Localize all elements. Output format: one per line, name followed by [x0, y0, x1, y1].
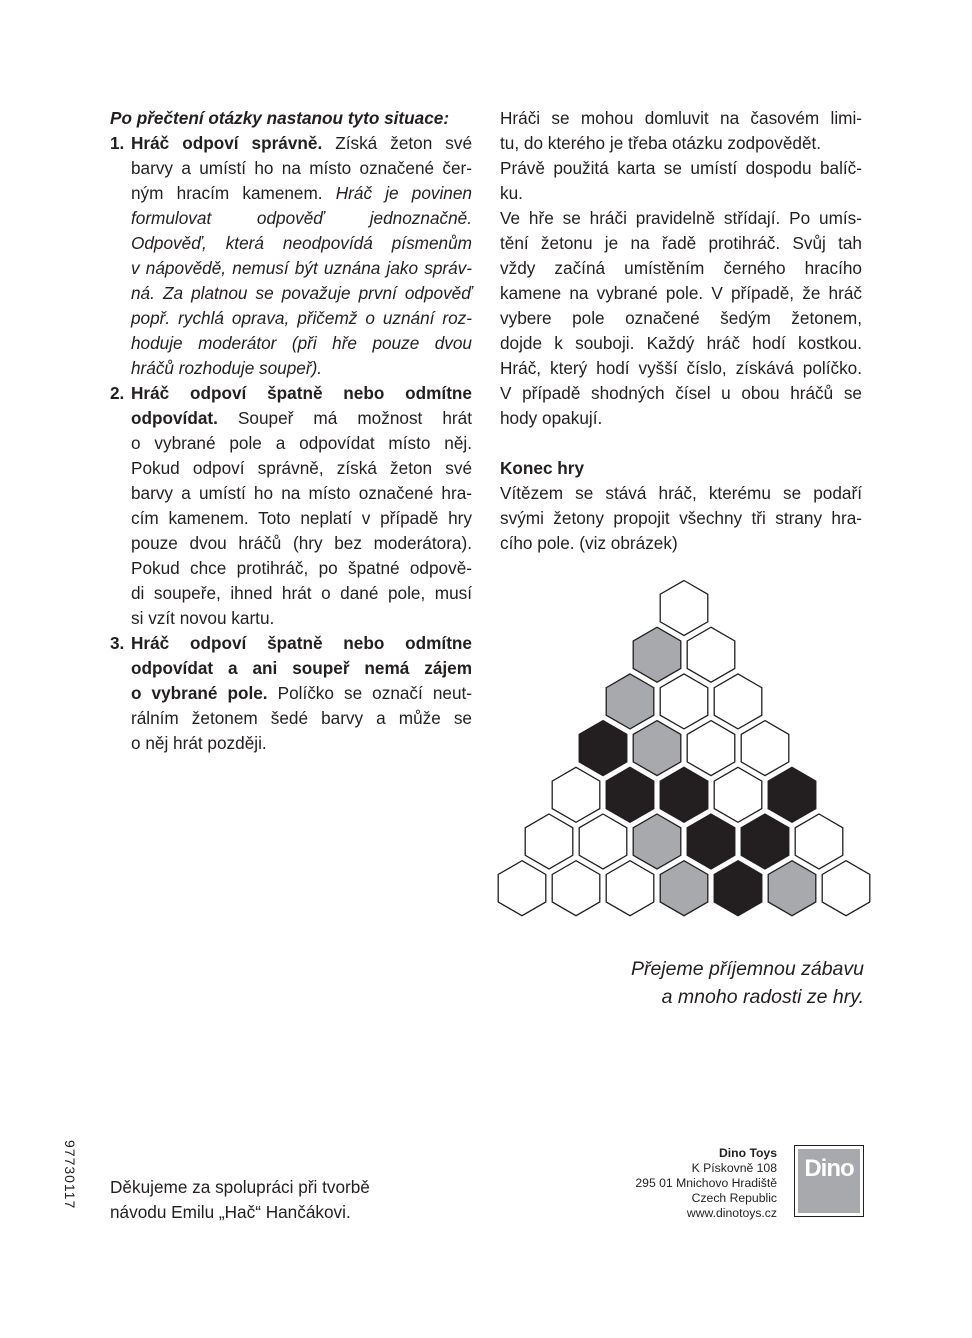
text: Ve hře se hráči pravidelně střídají. Po umís- [500, 208, 862, 228]
text: di soupeře, ihned hrát o dané pole, musí [131, 583, 472, 603]
city: 295 01 Mnichovo Hradiště [635, 1176, 777, 1190]
text-line [500, 281, 862, 306]
text: vybere pole označené šedým žetonem, [500, 308, 862, 328]
text: hody opakují. [500, 408, 603, 428]
text-line [110, 206, 472, 231]
italic-text: popř. rychlá oprava, přičemž o uznání roz- [131, 308, 472, 328]
text: ným hracím kamenem. [131, 183, 336, 203]
empty-hex [741, 721, 789, 776]
text-line [500, 206, 862, 231]
text: Získá žeton své [322, 133, 473, 153]
text-line [110, 456, 472, 481]
text-line [110, 731, 472, 756]
bold-text: Hráč odpoví špatně nebo odmítne [131, 633, 472, 653]
bold-text: Hráč odpoví správně. [131, 133, 323, 153]
black-stone-hex [579, 721, 627, 776]
text-line [110, 131, 472, 156]
text-line [500, 106, 862, 131]
empty-hex [714, 674, 762, 729]
text-line [110, 481, 472, 506]
blank-line [500, 431, 862, 456]
text: Pokud chce protihráč, po špatné odpově- [131, 558, 472, 578]
empty-hex [714, 767, 762, 822]
italic-text: ná. Za platnou se považuje první odpověď [131, 283, 472, 303]
website: www.dinotoys.cz [686, 1206, 777, 1220]
text: barvy a umístí ho na místo označené čer- [131, 158, 472, 178]
text: tu, do kterého je třeba otázku zodpovědět. [500, 133, 822, 153]
item-number: 1. [110, 133, 125, 153]
text: svými žetony propojit všechny tři strany hra- [500, 508, 862, 528]
text: pouze dvou hráčů (hry bez moderátora). [131, 533, 472, 553]
italic-text: v nápovědě, nemusí být uznána jako správ- [131, 258, 472, 278]
closing-wish [631, 955, 864, 1011]
text-line [500, 306, 862, 331]
logo-text: Dino [804, 1155, 854, 1182]
text-line [500, 231, 862, 256]
text-line [500, 331, 862, 356]
text-line [500, 131, 862, 156]
empty-hex [660, 581, 708, 636]
dino-logo [794, 1145, 864, 1217]
text-line [500, 256, 862, 281]
left-column [110, 106, 472, 756]
bold-text: o vybrané pole. [131, 683, 268, 703]
black-stone-hex [687, 814, 735, 869]
text-line [110, 306, 472, 331]
thanks-line-2: návodu Emilu „Hač“ Hančákovi. [110, 1202, 351, 1222]
text: Hráč, který hodí vyšší číslo, získává políčko. [500, 358, 862, 378]
country: Czech Republic [691, 1191, 777, 1205]
gray-token-hex [633, 627, 681, 682]
black-stone-hex [741, 814, 789, 869]
italic-text: formulovat odpověď jednoznačně. [131, 208, 472, 228]
empty-hex [687, 627, 735, 682]
company-address [635, 1146, 777, 1221]
text-line [500, 181, 862, 206]
item-number: 2. [110, 383, 125, 403]
gray-token-hex [633, 721, 681, 776]
list-item [110, 131, 472, 381]
text: kamene na vybrané pole. V případě, že hráč [500, 283, 862, 303]
text-line [500, 531, 862, 556]
thanks-line-1: Děkujeme za spolupráci při tvorbě [110, 1177, 370, 1197]
text: barvy a umístí ho na místo označené hra- [131, 483, 472, 503]
italic-text: Odpověď, která neodpovídá písmenům [131, 233, 472, 253]
text: o vybrané pole a odpovídat místo něj. [131, 433, 472, 453]
empty-hex [552, 767, 600, 822]
text: Právě použitá karta se umístí dospodu balíč- [500, 158, 862, 178]
text: Hráči se mohou domluvit na časovém limi- [500, 108, 862, 128]
italic-text: hoduje moderátor (při hře pouze dvou [131, 333, 472, 353]
text-line [500, 506, 862, 531]
empty-hex [498, 861, 546, 916]
bold-text: odpovídat. [131, 408, 218, 428]
italic-text: Hráč je povinen [335, 183, 472, 203]
text-line [110, 381, 472, 406]
gray-token-hex [768, 861, 816, 916]
text: o něj hrát později. [131, 733, 267, 753]
bold-text: Hráč odpoví špatně nebo odmítne [131, 383, 472, 403]
text-line [110, 356, 472, 381]
text: Soupeř má možnost hrát [217, 408, 472, 428]
empty-hex [525, 814, 573, 869]
gray-token-hex [606, 674, 654, 729]
text-line [110, 156, 472, 181]
text-line [500, 406, 862, 431]
text-line [110, 681, 472, 706]
text: rálním žetonem šedé barvy a může se [131, 708, 472, 728]
empty-hex [795, 814, 843, 869]
list-item [110, 631, 472, 756]
text-line [110, 506, 472, 531]
text: ku. [500, 183, 523, 203]
bold-text: odpovídat a ani soupeř nemá zájem [131, 658, 472, 678]
black-stone-hex [714, 861, 762, 916]
list-item [110, 381, 472, 631]
bold-text: Konec hry [500, 458, 585, 478]
black-stone-hex [606, 767, 654, 822]
text-line [110, 256, 472, 281]
text-line [110, 606, 472, 631]
text-line [110, 431, 472, 456]
text-line [500, 356, 862, 381]
text-line [110, 656, 472, 681]
text: tění žetonu je na řadě protihráč. Svůj tah [500, 233, 862, 253]
text-line [500, 456, 862, 481]
black-stone-hex [660, 767, 708, 822]
black-stone-hex [768, 767, 816, 822]
text-line [500, 381, 862, 406]
text-line [110, 281, 472, 306]
text: Vítězem se stává hráč, kterému se podaří [500, 483, 862, 503]
text-line [110, 581, 472, 606]
game-board-diagram [490, 575, 880, 925]
closing-line-1: Přejeme příjemnou zábavu [630, 958, 864, 980]
text: cího pole. (viz obrázek) [500, 533, 678, 553]
empty-hex [606, 861, 654, 916]
item-number: 3. [110, 633, 125, 653]
gray-token-hex [633, 814, 681, 869]
acknowledgement [110, 1175, 370, 1225]
text: dojde k souboji. Každý hráč hodí kostkou. [500, 333, 862, 353]
empty-hex [687, 721, 735, 776]
empty-hex [579, 814, 627, 869]
situation-list [110, 131, 472, 756]
street: K Pískovně 108 [691, 1161, 777, 1175]
gray-token-hex [660, 861, 708, 916]
section-heading: Po přečtení otázky nastanou tyto situace: [110, 108, 450, 128]
company-name: Dino Toys [718, 1146, 777, 1160]
empty-hex [660, 674, 708, 729]
product-code: 97730117 [62, 1140, 78, 1210]
text: cím kamenem. Toto neplatí v případě hry [131, 508, 472, 528]
empty-hex [552, 861, 600, 916]
text: V případě shodných čísel u obou hráčů se [500, 383, 862, 403]
text: Pokud odpoví správně, získá žeton své [131, 458, 472, 478]
text-line [110, 181, 472, 206]
text-line [110, 706, 472, 731]
text-line [110, 531, 472, 556]
text-line [110, 231, 472, 256]
text-line [110, 631, 472, 656]
text-line [110, 331, 472, 356]
right-column [500, 106, 862, 556]
text: Políčko se označí neut- [267, 683, 472, 703]
empty-hex [822, 861, 870, 916]
text-line [110, 406, 472, 431]
text: si vzít novou kartu. [131, 608, 275, 628]
text-line [500, 481, 862, 506]
italic-text: hráčů rozhoduje soupeř). [131, 358, 323, 378]
closing-line-2: a mnoho radosti ze hry. [661, 986, 864, 1008]
text: vždy začíná umístěním černého hracího [500, 258, 862, 278]
text-line [500, 156, 862, 181]
text-line [110, 556, 472, 581]
